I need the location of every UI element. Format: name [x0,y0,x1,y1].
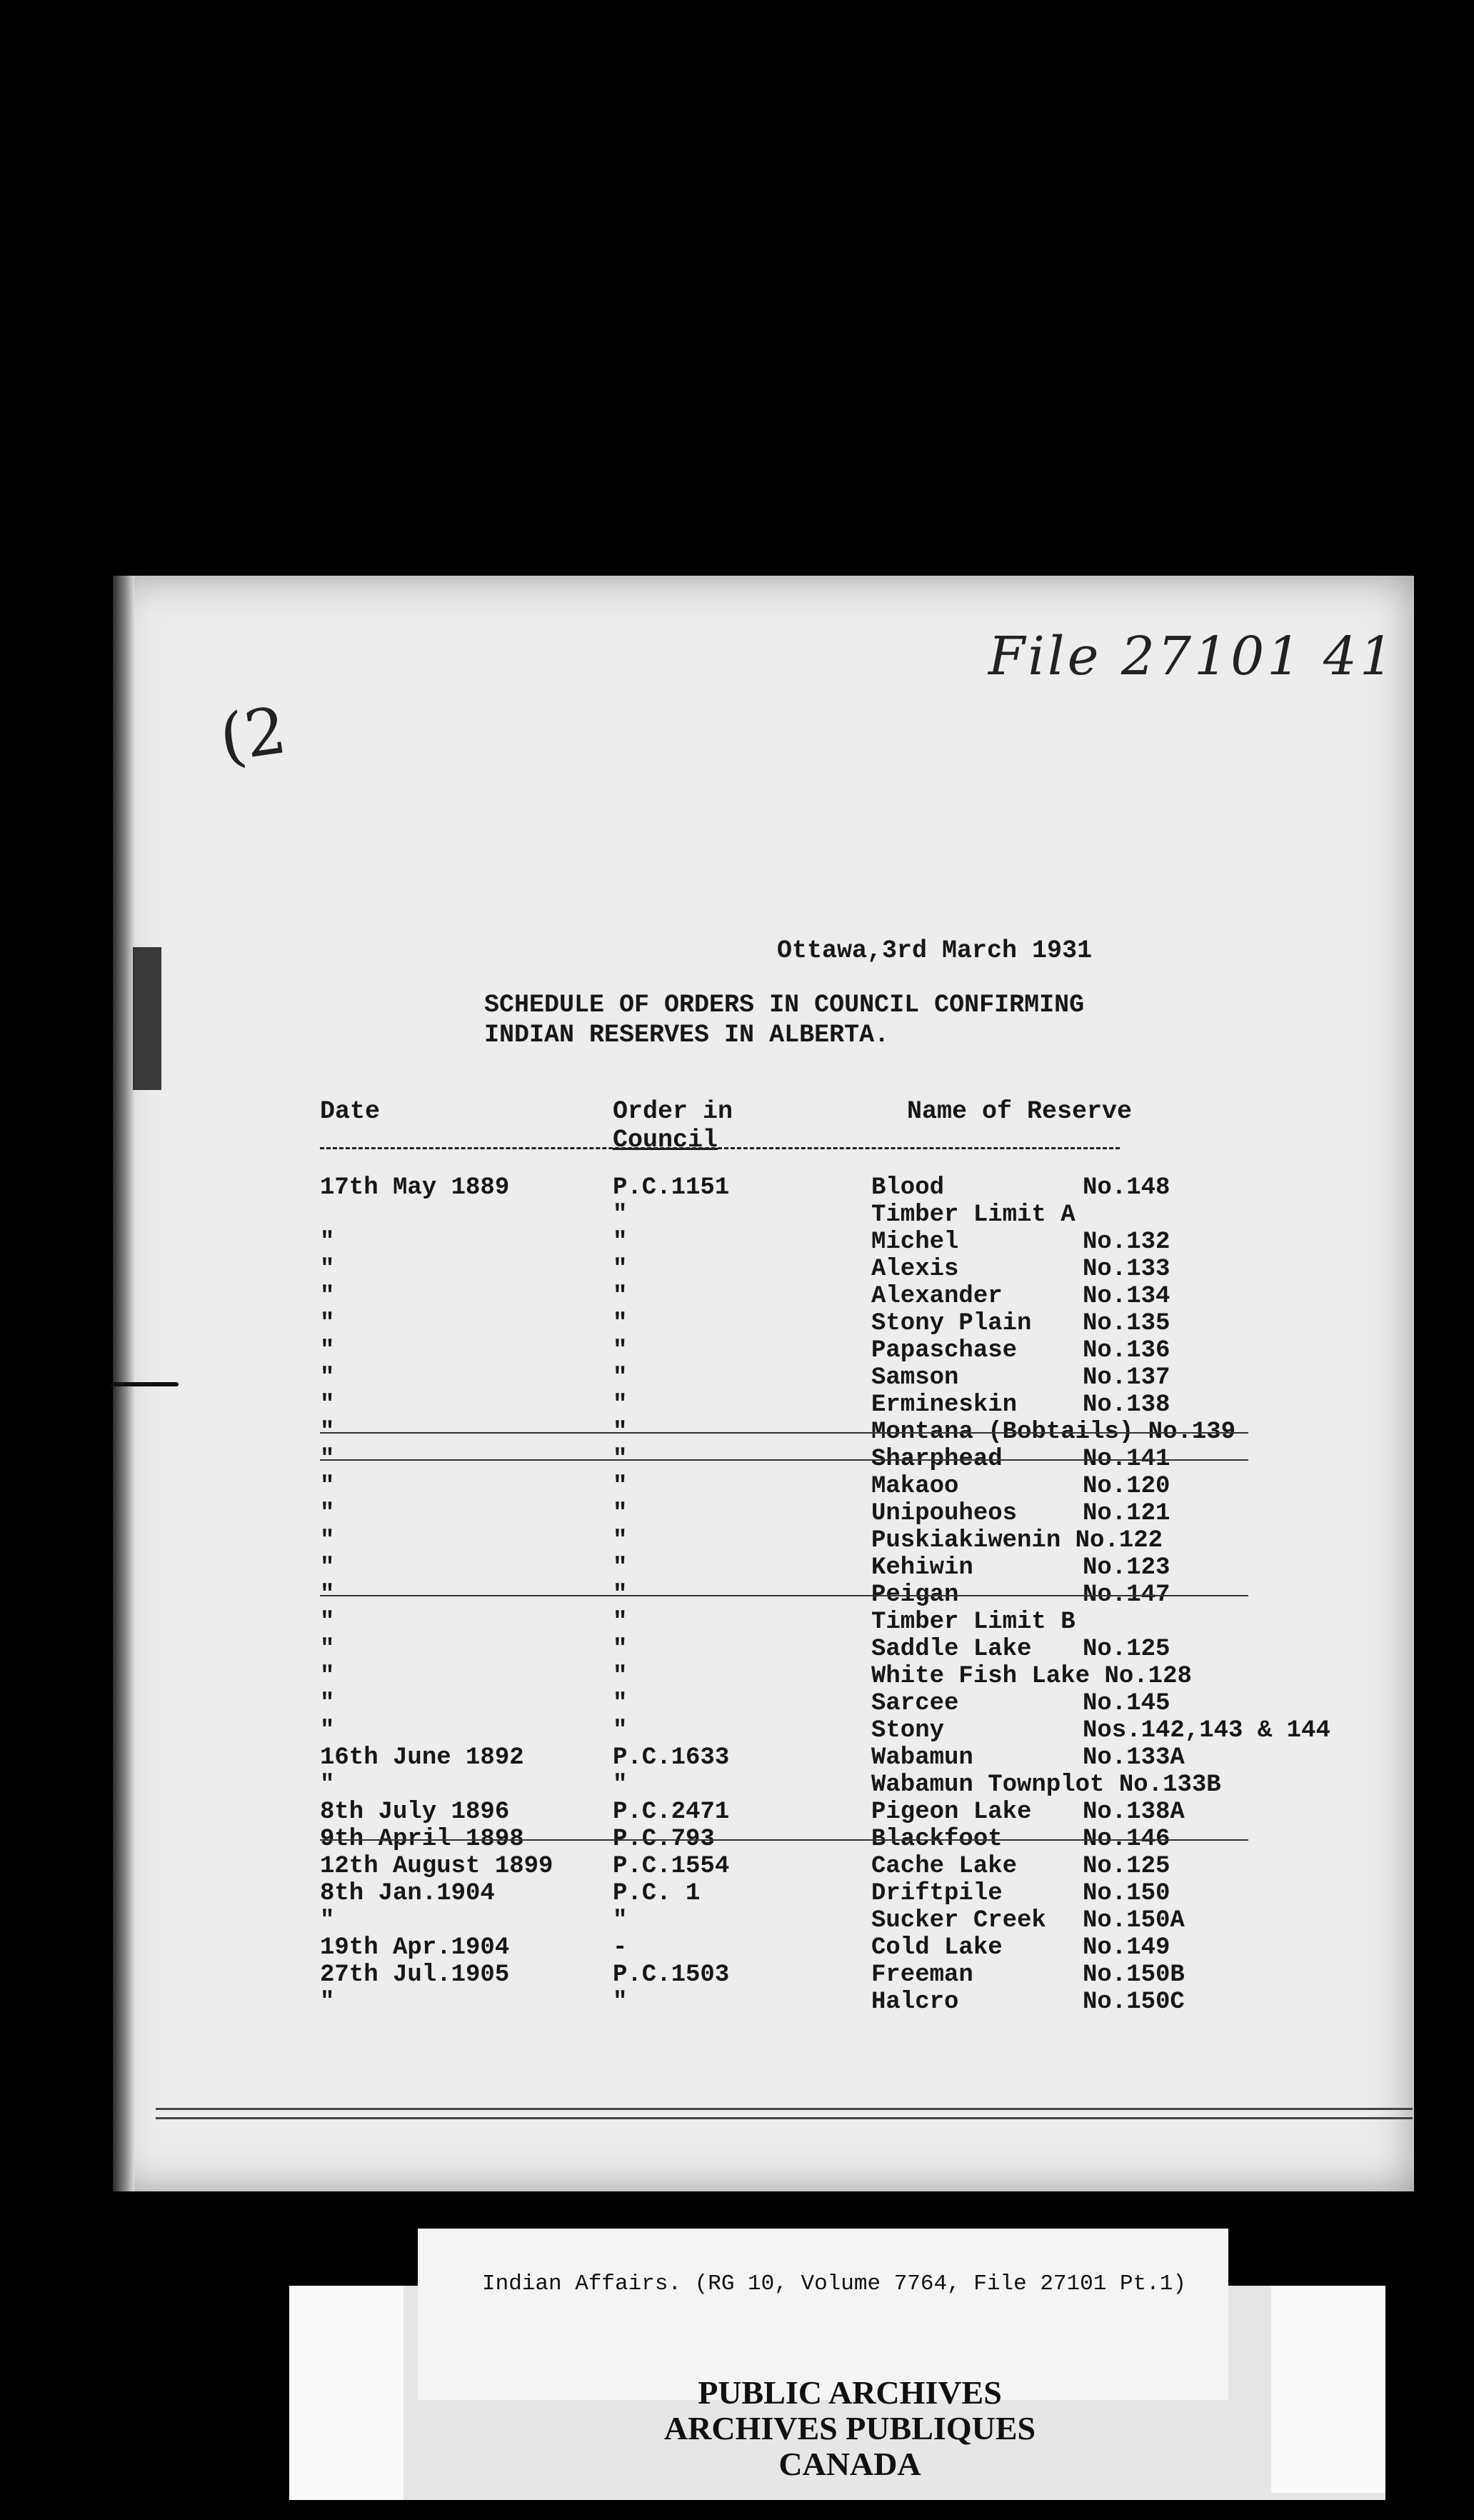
row-order: P.C.1554 [613,1853,730,1880]
row-order: P.C.1151 [613,1174,730,1201]
row-reserve-name: Stony [871,1717,945,1744]
row-reserve-name: Stony Plain [871,1310,1032,1337]
row-reserve-number: No.135 [1083,1310,1170,1337]
row-reserve-number: No.149 [1083,1934,1170,1961]
row-reserve-name: Alexis [871,1256,959,1283]
table-row [113,1201,1414,1229]
table-row [113,1419,1414,1446]
table-row [113,1880,1414,1907]
citation-text: Indian Affairs. (RG 10, Volume 7764, File 27101 Pt.1) [482,2271,1186,2296]
row-reserve-name: Makaoo [871,1473,959,1500]
row-date: " [320,1581,335,1609]
row-date: " [320,1446,335,1473]
table-row [113,1500,1414,1527]
row-order: " [613,1663,628,1690]
corner-mark: (2 [215,693,291,776]
row-reserve-number: No.138 [1083,1391,1170,1419]
table-row [113,1229,1414,1256]
table-row [113,1826,1414,1853]
row-date: " [320,1771,335,1799]
row-reserve-name: Blood [871,1174,945,1201]
row-reserve-number: No.147 [1083,1581,1170,1609]
row-reserve-name: Timber Limit B [871,1609,1076,1636]
table-row [113,1744,1414,1771]
table-row [113,1690,1414,1717]
table-row [113,1961,1414,1989]
row-order: P.C.2471 [613,1799,730,1826]
row-reserve-name: Pigeon Lake [871,1799,1032,1826]
stamp-line-1: PUBLIC ARCHIVES [698,2374,1002,2411]
row-reserve-name: Alexander [871,1283,1003,1310]
stamp-line-3: CANADA [778,2446,921,2482]
row-date: " [320,1391,335,1419]
table-row [113,1554,1414,1581]
row-reserve-name: Puskiakiwenin No.122 [871,1527,1163,1554]
row-reserve-name: Halcro [871,1989,959,2016]
row-order: P.C.1503 [613,1961,730,1989]
row-reserve-number: No.150B [1083,1961,1185,1989]
bottom-rule-1 [156,2108,1413,2110]
row-order: " [613,1310,628,1337]
row-reserve-name: Unipouheos [871,1500,1018,1527]
row-order: " [613,1364,628,1391]
row-date: " [320,1500,335,1527]
page-edge-tear [133,947,161,1090]
table-row [113,1771,1414,1799]
table-row [113,1581,1414,1609]
row-order: " [613,1636,628,1663]
table-row [113,1717,1414,1744]
row-reserve-name: Kehiwin [871,1554,973,1581]
row-date: " [320,1527,335,1554]
row-date: " [320,1473,335,1500]
row-reserve-name: Cache Lake [871,1853,1018,1880]
row-reserve-name: Wabamun Townplot No.133B [871,1771,1221,1799]
row-order: - [613,1934,628,1961]
row-reserve-name: Papaschase [871,1337,1018,1364]
table-row [113,1527,1414,1554]
row-date: 27th Jul.1905 [320,1961,510,1989]
row-reserve-number: No.146 [1083,1826,1170,1853]
row-order: " [613,1609,628,1636]
place-date: Ottawa,3rd March 1931 [777,936,1093,965]
stamp-tab-right [1271,2286,1385,2493]
row-reserve-name: Sucker Creek [871,1907,1046,1934]
row-date: " [320,1636,335,1663]
row-date: 19th Apr.1904 [320,1934,510,1961]
stamp-tab-left [289,2286,403,2500]
row-reserve-name: Sharphead [871,1446,1003,1473]
row-date: " [320,1989,335,2016]
table-row [113,1636,1414,1663]
document-page [113,576,1414,2191]
column-header-order [613,1097,733,1154]
schedule-table [113,1174,1414,2016]
row-reserve-number: No.121 [1083,1500,1170,1527]
row-reserve-name: Peigan [871,1581,959,1609]
table-row [113,1907,1414,1934]
table-row [113,1446,1414,1473]
row-date: " [320,1717,335,1744]
row-date: 12th August 1899 [320,1853,553,1880]
row-date: " [320,1229,335,1256]
row-date: " [320,1419,335,1446]
row-order: " [613,1907,628,1934]
row-reserve-name: White Fish Lake No.128 [871,1663,1192,1690]
row-date: " [320,1283,335,1310]
row-reserve-number: No.125 [1083,1636,1170,1663]
row-date: " [320,1690,335,1717]
row-reserve-name: Samson [871,1364,959,1391]
table-row [113,1256,1414,1283]
row-date: " [320,1256,335,1283]
table-row [113,1609,1414,1636]
pen-mark [111,1382,179,1386]
table-row [113,1174,1414,1201]
row-reserve-number: No.145 [1083,1690,1170,1717]
row-reserve-number: No.137 [1083,1364,1170,1391]
row-reserve-name: Ermineskin [871,1391,1018,1419]
row-order: " [613,1717,628,1744]
row-date: " [320,1337,335,1364]
table-row [113,1337,1414,1364]
table-row [113,1799,1414,1826]
table-row [113,1989,1414,2016]
bottom-rule-2 [156,2117,1413,2119]
row-order: " [613,1229,628,1256]
row-reserve-name: Cold Lake [871,1934,1003,1961]
row-reserve-number: No.150C [1083,1989,1185,2016]
stamp-line-2: ARCHIVES PUBLIQUES [663,2410,1036,2446]
row-order: " [613,1690,628,1717]
archives-stamp [628,2375,1071,2482]
row-order: " [613,1581,628,1609]
table-row [113,1473,1414,1500]
column-header-date: Date [320,1097,381,1126]
row-date: " [320,1310,335,1337]
header-rule [320,1147,1120,1149]
row-order: " [613,1500,628,1527]
order-header-line-1: Order in [613,1097,733,1126]
row-reserve-number: No.138A [1083,1799,1185,1826]
table-row [113,1364,1414,1391]
row-order: " [613,1989,628,2016]
table-row [113,1391,1414,1419]
row-date: 8th Jan.1904 [320,1880,495,1907]
row-reserve-name: Blackfoot [871,1826,1003,1853]
row-date: " [320,1907,335,1934]
row-order: P.C. 1 [613,1880,701,1907]
row-reserve-number: No.125 [1083,1853,1170,1880]
row-reserve-number: No.150A [1083,1907,1185,1934]
row-reserve-number: No.133 [1083,1256,1170,1283]
row-date: " [320,1554,335,1581]
row-reserve-number: No.141 [1083,1446,1170,1473]
row-order: " [613,1337,628,1364]
row-order: " [613,1473,628,1500]
row-reserve-number: No.134 [1083,1283,1170,1310]
table-row [113,1663,1414,1690]
row-date: " [320,1364,335,1391]
row-reserve-number: No.123 [1083,1554,1170,1581]
table-row [113,1283,1414,1310]
row-order: " [613,1446,628,1473]
row-reserve-name: Montana (Bobtails) No.139 [871,1419,1236,1446]
column-header-name: Name of Reserve [907,1097,1133,1126]
order-header-line-2: Council [613,1126,718,1154]
row-reserve-number: Nos.142,143 & 144 [1083,1717,1330,1744]
row-reserve-name: Sarcee [871,1690,959,1717]
row-reserve-number: No.136 [1083,1337,1170,1364]
row-reserve-number: No.120 [1083,1473,1170,1500]
row-reserve-name: Timber Limit A [871,1201,1076,1229]
row-order: " [613,1771,628,1799]
row-date: 17th May 1889 [320,1174,510,1201]
row-order: " [613,1527,628,1554]
row-order: P.C.793 [613,1826,715,1853]
row-order: " [613,1554,628,1581]
row-date: 8th July 1896 [320,1799,510,1826]
row-order: P.C.1633 [613,1744,730,1771]
row-reserve-number: No.132 [1083,1229,1170,1256]
table-row [113,1853,1414,1880]
row-reserve-name: Saddle Lake [871,1636,1032,1663]
row-reserve-number: No.133A [1083,1744,1185,1771]
row-reserve-name: Freeman [871,1961,973,1989]
row-date: " [320,1609,335,1636]
row-order: " [613,1283,628,1310]
row-order: " [613,1419,628,1446]
row-reserve-number: No.148 [1083,1174,1170,1201]
title-line-1: SCHEDULE OF ORDERS IN COUNCIL CONFIRMING [484,991,1085,1019]
document-title [484,990,1084,1050]
row-order: " [613,1256,628,1283]
row-reserve-name: Wabamun [871,1744,973,1771]
row-reserve-name: Driftpile [871,1880,1003,1907]
row-order: " [613,1391,628,1419]
file-annotation: File 27101 41 [988,626,1396,687]
row-date: 9th April 1898 [320,1826,524,1853]
table-row [113,1310,1414,1337]
row-reserve-name: Michel [871,1229,959,1256]
row-date: " [320,1663,335,1690]
title-line-2: INDIAN RESERVES IN ALBERTA. [484,1021,890,1049]
row-reserve-number: No.150 [1083,1880,1170,1907]
row-date: 16th June 1892 [320,1744,524,1771]
table-row [113,1934,1414,1961]
row-order: " [613,1201,628,1229]
